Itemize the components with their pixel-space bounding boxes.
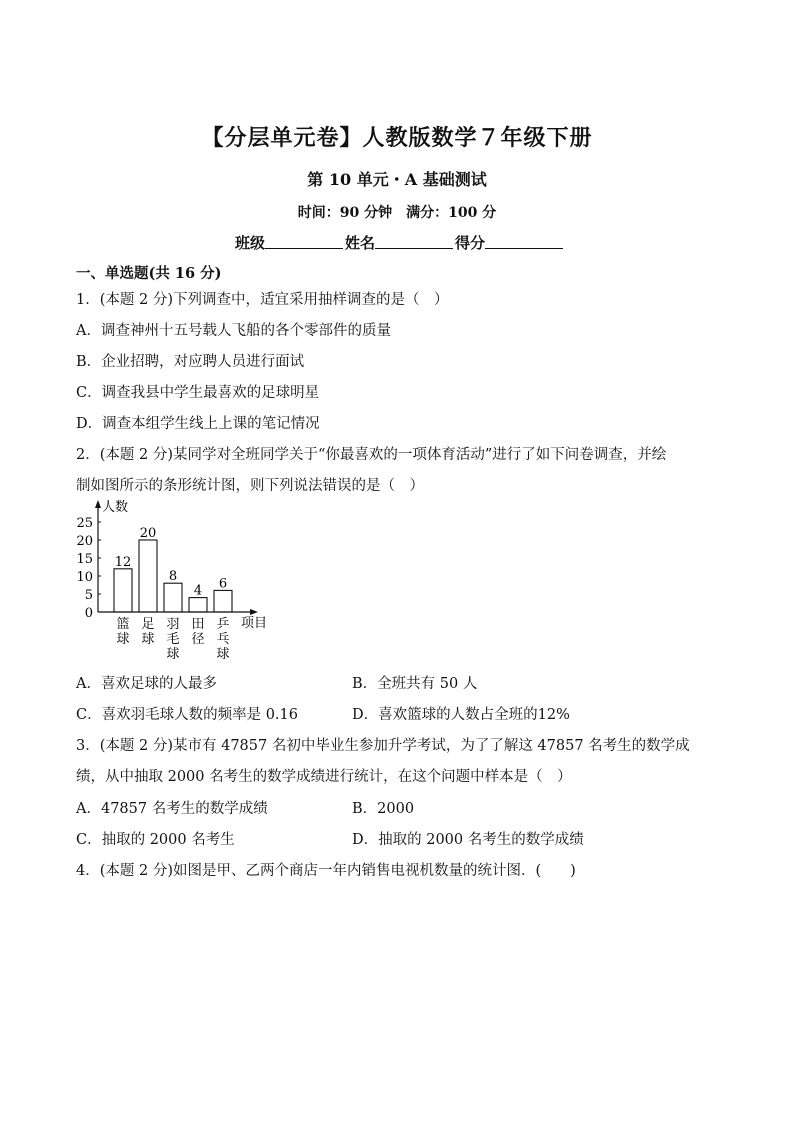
y-axis-label: 人数 — [102, 500, 129, 515]
q2-stem-line2: 制如图所示的条形统计图，则下列说法错误的是（ ） — [76, 478, 424, 494]
bar-value-label: 20 — [139, 526, 157, 541]
y-tick-label: 0 — [84, 606, 93, 621]
student-info-fields — [235, 232, 565, 253]
q1-option-a: A．调查神州十五号载人飞船的各个零部件的质量 — [76, 323, 391, 339]
category-label-char: 田 — [191, 617, 205, 632]
q3-option-c: C．抽取的 2000 名考生 — [76, 832, 235, 848]
y-tick-label: 5 — [84, 588, 93, 603]
q2-option-b: B．全班共有 50 人 — [352, 676, 478, 692]
page-title: 【分层单元卷】人教版数学７年级下册 — [201, 125, 593, 151]
class-label: 班级 — [235, 234, 266, 252]
bar-chart — [72, 496, 282, 666]
bar-value-label: 6 — [218, 576, 228, 592]
q3-stem-line2: 绩，从中抽取 2000 名考生的数学成绩进行统计，在这个问题中样本是（ ） — [76, 769, 572, 785]
q3-option-b: B．2000 — [352, 801, 415, 817]
q1-stem: 1．(本题 2 分)下列调查中，适宜采用抽样调查的是（ ） — [76, 292, 449, 308]
class-blank — [265, 232, 343, 249]
category-label-char: 羽 — [166, 617, 180, 632]
y-tick-label: 25 — [76, 516, 93, 531]
category-label-char: 球 — [166, 647, 180, 662]
category-label-char: 径 — [191, 632, 205, 647]
q3-option-a: A．47857 名考生的数学成绩 — [76, 801, 268, 817]
section-title: 一、单选题(共 16 分) — [76, 265, 222, 282]
q2-stem-line1: 2．(本题 2 分)某同学对全班同学关于“你最喜欢的一项体育活动”进行了如下问卷调查，并绘 — [76, 447, 667, 463]
category-label-char: 乓 — [216, 632, 230, 647]
name-blank — [375, 232, 453, 249]
time-score-info: 时间：90 分钟 满分：100 分 — [297, 205, 497, 221]
unit-subtitle: 第 10 单元・A 基础测试 — [307, 170, 487, 189]
q1-option-d: D．调查本组学生线上上课的笔记情况 — [76, 416, 320, 432]
score-blank — [485, 232, 563, 249]
y-axis-arrow — [95, 500, 101, 508]
name-label: 姓名 — [345, 234, 376, 252]
q2-option-c: C．喜欢羽毛球人数的频率是 0.16 — [76, 707, 298, 723]
bar-3 — [164, 583, 182, 612]
q2-option-a: A．喜欢足球的人最多 — [76, 676, 217, 692]
category-label-char: 乒 — [216, 617, 230, 632]
bar-value-label: 12 — [114, 554, 132, 570]
bar-1 — [114, 569, 132, 612]
category-label-char: 足 — [141, 617, 155, 632]
bar-4 — [189, 598, 207, 612]
x-axis-label: 项目 — [241, 616, 268, 631]
q1-option-c: C．调查我县中学生最喜欢的足球明星 — [76, 385, 320, 401]
category-label-char: 毛 — [166, 632, 180, 647]
score-label: 得分 — [455, 234, 486, 252]
category-label-char: 球 — [216, 647, 230, 662]
bar-value-label: 4 — [193, 583, 203, 599]
y-tick-label: 20 — [76, 534, 93, 549]
q3-option-d: D．抽取的 2000 名考生的数学成绩 — [352, 832, 584, 848]
bar-5 — [214, 590, 232, 612]
q3-stem-line1: 3．(本题 2 分)某市有 47857 名初中毕业生参加升学考试，为了了解这 47857 名考生的数学成 — [76, 738, 690, 754]
x-axis-arrow — [250, 609, 258, 615]
q2-option-d: D．喜欢篮球的人数占全班的12% — [352, 707, 570, 723]
category-label-char: 球 — [141, 632, 155, 647]
category-label-char: 球 — [116, 632, 130, 647]
bar-value-label: 8 — [168, 569, 178, 585]
y-tick-label: 15 — [76, 552, 93, 567]
q4-stem: 4．(本题 2 分)如图是甲、乙两个商店一年内销售电视机数量的统计图．( ) — [76, 863, 576, 879]
category-label-char: 篮 — [116, 617, 130, 632]
y-tick-label: 10 — [76, 570, 93, 585]
q1-option-b: B．企业招聘，对应聘人员进行面试 — [76, 354, 305, 370]
bar-2 — [139, 540, 157, 612]
